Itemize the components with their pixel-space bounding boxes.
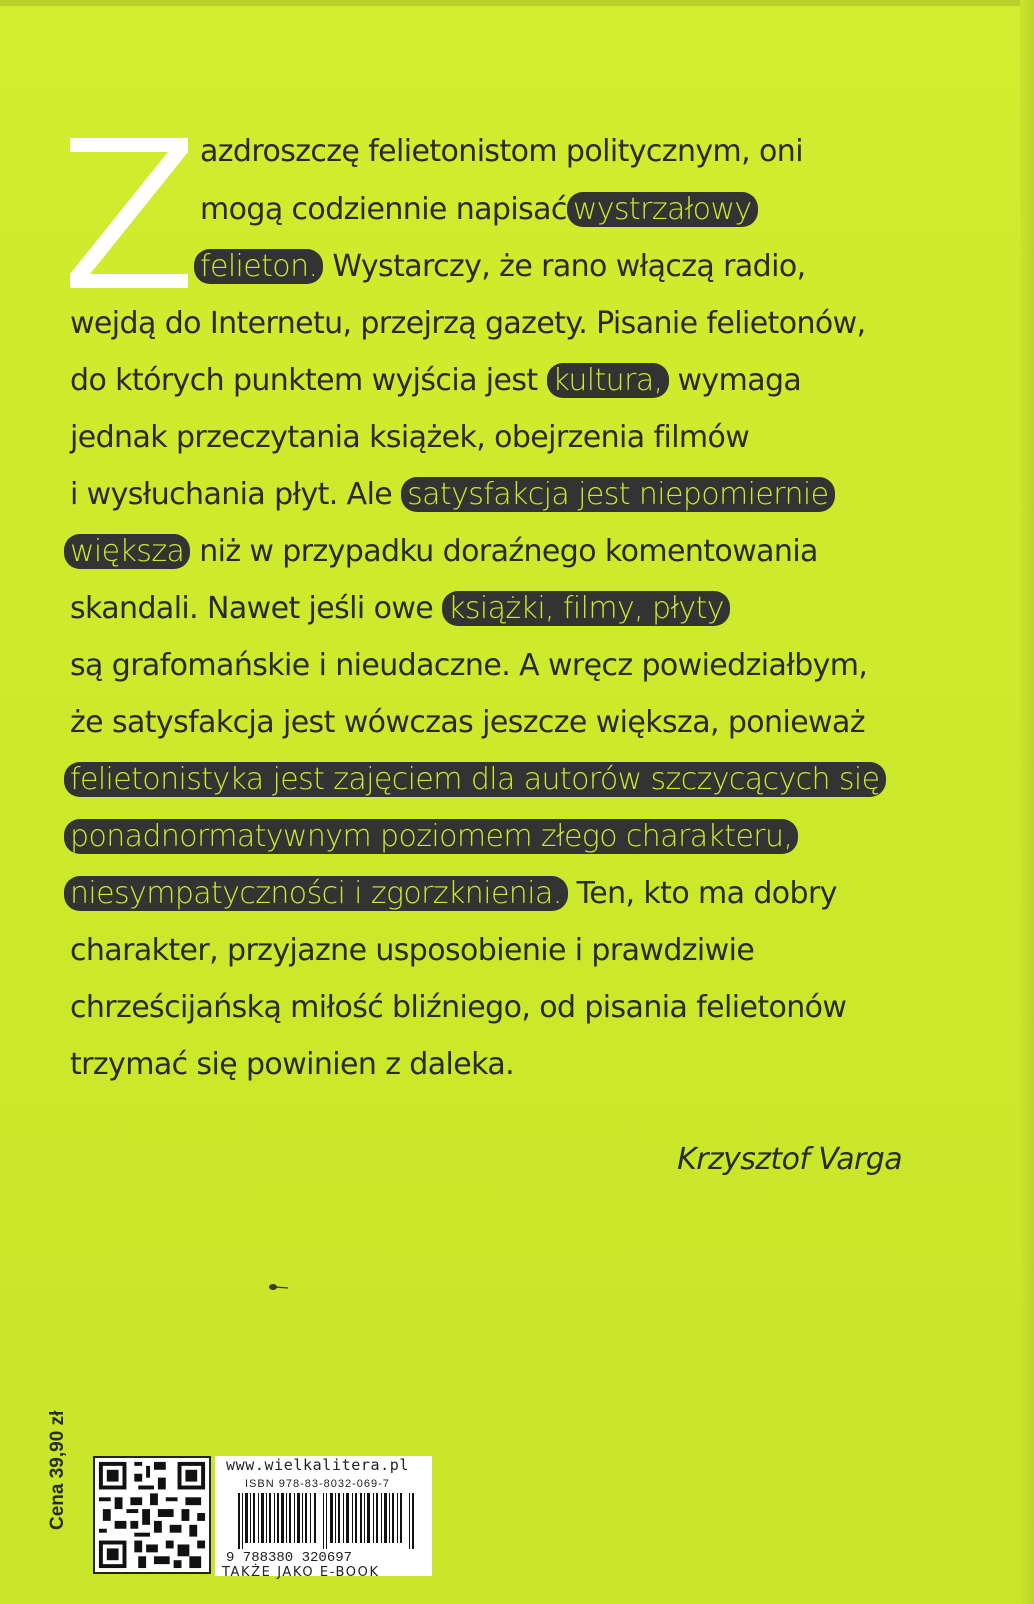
highlight-wystrzalowy: wystrzałowy <box>567 192 758 227</box>
blurb-line-6-text: jednak przeczytania książek, obejrzenia filmów <box>70 420 750 455</box>
blurb-line-8 <box>64 532 818 572</box>
author-signature: Krzysztof Varga <box>677 1142 902 1177</box>
highlight-wieksza: większa <box>64 534 190 569</box>
highlight-niesympatycznosci: niesympatyczności i zgorzknienia. <box>64 876 568 911</box>
highlight-satysfakcja: satysfakcja jest niepomiernie <box>401 477 834 512</box>
blurb-line-9 <box>70 589 730 629</box>
blurb-line-10-text: są grafomańskie i nieudaczne. A wręcz powiedziałbym, <box>70 648 868 683</box>
highlight-ponadnormatywnym: ponadnormatywnym poziomem złego charakteru, <box>64 819 798 854</box>
blurb-line-7 <box>70 475 835 515</box>
blurb-line-1 <box>200 132 803 172</box>
publisher-url: www.wielkalitera.pl <box>226 1456 409 1474</box>
smudge-mark <box>268 1283 290 1291</box>
highlight-felietonistyka: felietonistyka jest zajęciem dla autorów szczycących się <box>64 762 886 797</box>
blurb-line-2 <box>200 190 758 230</box>
isbn-text: ISBN 978-83-8032-069-7 <box>245 1478 390 1490</box>
blurb-line-3-text: Wystarczy, że rano włączą radio, <box>323 249 806 284</box>
blurb-line-14 <box>64 874 837 914</box>
blurb-line-17-text: trzymać się powinien z daleka. <box>70 1047 515 1082</box>
highlight-felieton: felieton. <box>194 249 323 284</box>
blurb-line-11 <box>70 703 865 743</box>
blurb-line-16-text: chrześcijańską miłość bliźniego, od pisania felietonów <box>70 990 847 1025</box>
ebook-note: TAKŻE JAKO E-BOOK <box>222 1565 380 1580</box>
qr-code-icon <box>93 1456 211 1574</box>
blurb-line-9-text: skandali. Nawet jeśli owe <box>70 591 443 626</box>
blurb-line-2-text: mogą codziennie napisać <box>200 192 567 227</box>
blurb-line-5-text-b: wymaga <box>668 363 802 398</box>
blurb-line-15 <box>70 931 754 971</box>
barcode-icon <box>226 1493 426 1549</box>
blurb-line-16 <box>70 988 846 1028</box>
blurb-line-8-text: niż w przypadku doraźnego komentowania <box>190 534 818 569</box>
blurb-line-5-text-a: do których punktem wyjścia jest <box>70 363 547 398</box>
highlight-ksiazki-filmy-plyty: książki, filmy, płyty <box>442 591 730 626</box>
blurb-line-14-text: Ten, kto ma dobry <box>567 876 837 911</box>
blurb-line-4-text: wejdą do Internetu, przejrzą gazety. Pisanie felietonów, <box>70 306 866 341</box>
blurb-line-10 <box>70 646 867 686</box>
blurb-line-1-text: azdroszczę felietonistom politycznym, oni <box>200 134 803 169</box>
ean-number: 9 788380 320697 <box>226 1550 353 1566</box>
blurb-line-5 <box>70 361 801 401</box>
highlight-kultura: kultura, <box>547 363 669 398</box>
blurb-line-17 <box>70 1045 514 1085</box>
blurb-line-13 <box>64 817 798 857</box>
blurb-line-15-text: charakter, przyjazne usposobienie i prawdziwie <box>70 933 755 968</box>
cover-right-edge <box>1020 0 1034 1604</box>
price-label: Cena 39,90 zł <box>47 1410 68 1530</box>
cover-top-edge <box>0 0 1034 6</box>
blurb-line-4 <box>70 304 866 344</box>
blurb-line-11-text: że satysfakcja jest wówczas jeszcze większa, ponieważ <box>70 705 865 740</box>
blurb-line-6 <box>70 418 749 458</box>
blurb-line-3 <box>194 247 806 287</box>
blurb-line-12 <box>64 760 886 800</box>
blurb-line-7-text: i wysłuchania płyt. Ale <box>70 477 402 512</box>
dropcap-letter <box>70 138 188 288</box>
